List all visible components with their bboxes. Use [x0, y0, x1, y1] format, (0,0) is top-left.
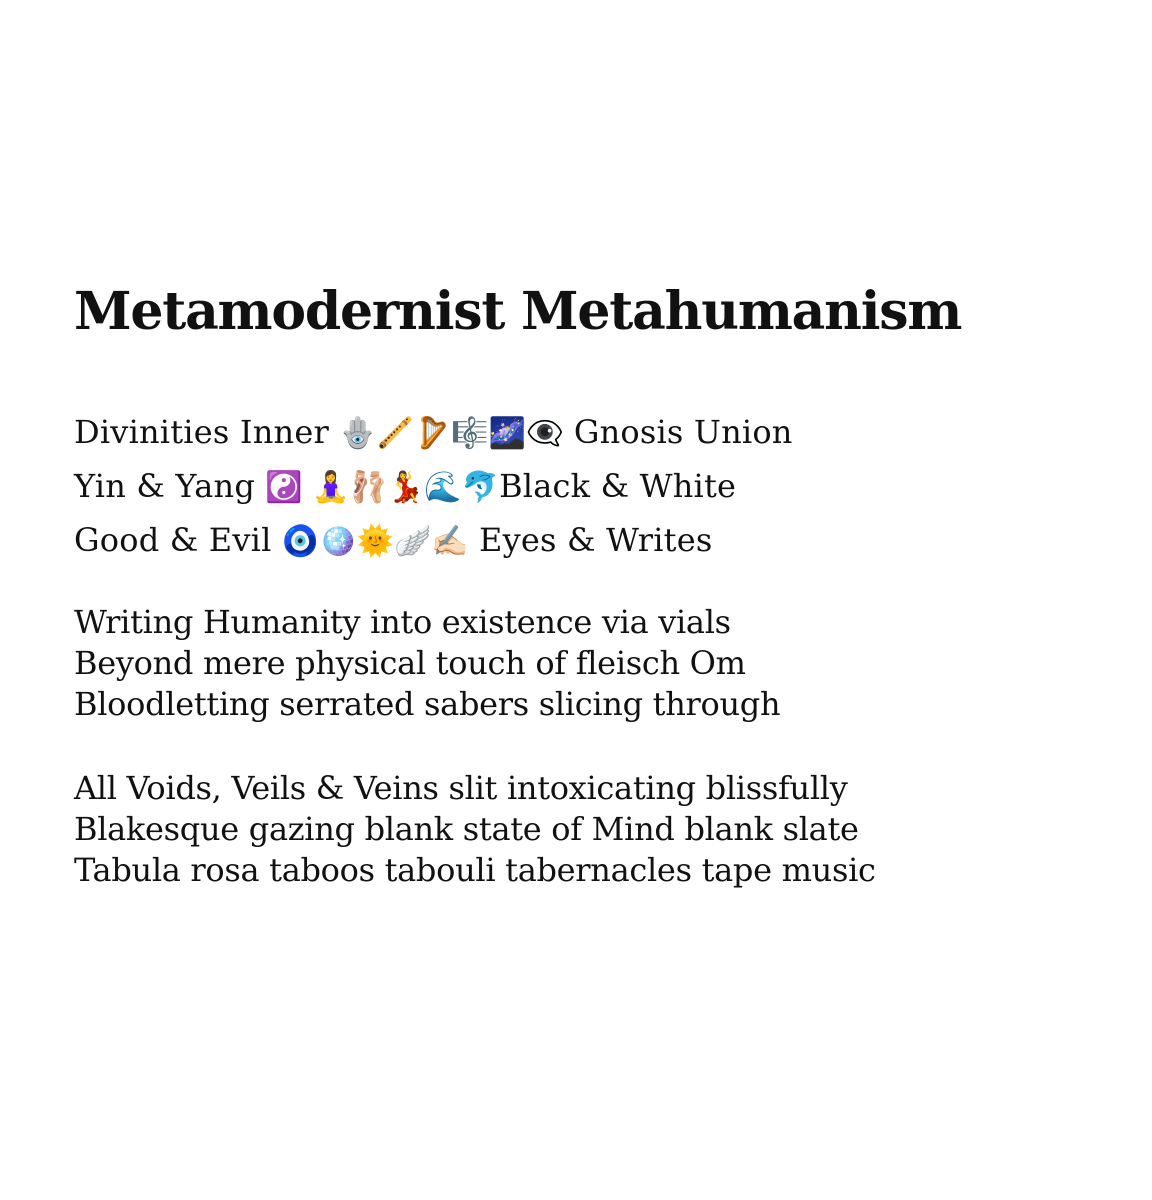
line-text: Yin & Yang	[74, 467, 266, 505]
poem-line: All Voids, Veils & Veins slit intoxicating blissfully	[74, 769, 848, 807]
line-text: Divinities Inner	[74, 413, 340, 451]
emoji-sequence-icon: ☯️ 🧘‍♀️🩰💃🌊🐬	[265, 470, 500, 505]
poem-line	[74, 460, 793, 514]
poem-line: Blakesque gazing blank state of Mind blank slate	[74, 810, 859, 848]
emoji-sequence-icon: 🪬🪈🪉🎼🌌👁‍🗨	[339, 416, 564, 451]
poem-line	[74, 514, 793, 568]
poem-line: Tabula rosa taboos tabouli tabernacles tape music	[74, 851, 876, 889]
emoji-sequence-icon: 🧿🪩🌞🪽✍🏻	[281, 524, 469, 559]
poem-title: Metamodernist Metahumanism	[74, 281, 962, 342]
poem-line: Beyond mere physical touch of fleisch Om	[74, 644, 746, 682]
line-text: Black & White	[499, 467, 737, 505]
line-text: Eyes & Writes	[468, 521, 713, 559]
poem-line: Bloodletting serrated sabers slicing through	[74, 685, 781, 723]
poem-line	[74, 406, 793, 460]
line-text: Good & Evil	[74, 521, 282, 559]
poem-line: Writing Humanity into existence via vials	[74, 603, 731, 641]
stanza-1	[74, 406, 793, 568]
stanza-3	[74, 768, 876, 891]
line-text: Gnosis Union	[563, 413, 793, 451]
stanza-2	[74, 602, 780, 725]
